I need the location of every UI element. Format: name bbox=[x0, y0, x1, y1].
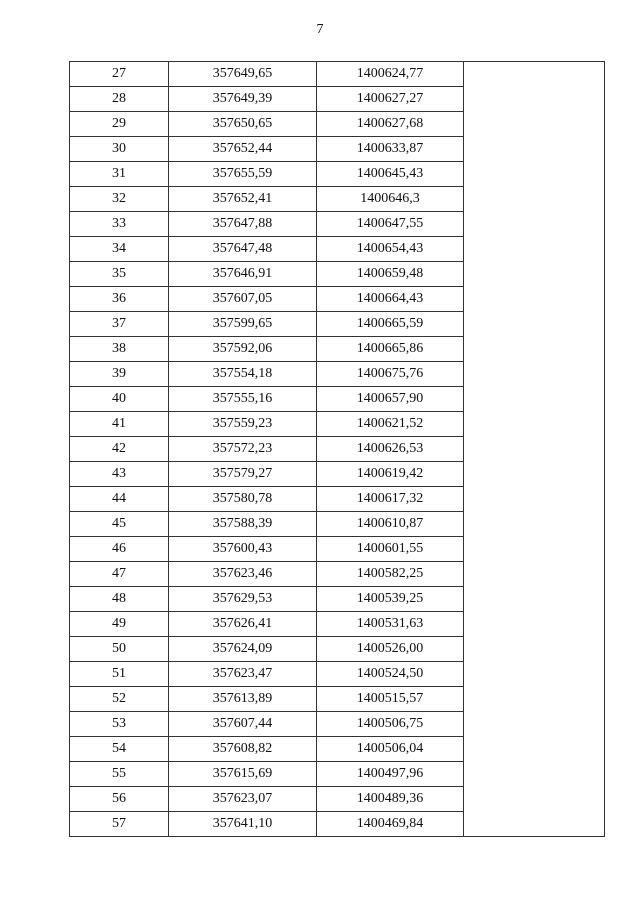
x-coordinate-cell: 357592,06 bbox=[169, 337, 317, 362]
x-coordinate-cell: 357554,18 bbox=[169, 362, 317, 387]
x-coordinate-cell: 357607,44 bbox=[169, 712, 317, 737]
x-coordinate-cell: 357623,47 bbox=[169, 662, 317, 687]
y-coordinate-cell: 1400489,36 bbox=[317, 787, 464, 812]
x-coordinate-cell: 357623,07 bbox=[169, 787, 317, 812]
x-coordinate-cell: 357649,39 bbox=[169, 87, 317, 112]
y-coordinate-cell: 1400617,32 bbox=[317, 487, 464, 512]
point-number-cell: 46 bbox=[70, 537, 169, 562]
x-coordinate-cell: 357641,10 bbox=[169, 812, 317, 837]
x-coordinate-cell: 357650,65 bbox=[169, 112, 317, 137]
point-number-cell: 38 bbox=[70, 337, 169, 362]
point-number-cell: 35 bbox=[70, 262, 169, 287]
y-coordinate-cell: 1400627,27 bbox=[317, 87, 464, 112]
point-number-cell: 36 bbox=[70, 287, 169, 312]
y-coordinate-cell: 1400675,76 bbox=[317, 362, 464, 387]
y-coordinate-cell: 1400610,87 bbox=[317, 512, 464, 537]
x-coordinate-cell: 357615,69 bbox=[169, 762, 317, 787]
point-number-cell: 49 bbox=[70, 612, 169, 637]
x-coordinate-cell: 357624,09 bbox=[169, 637, 317, 662]
y-coordinate-cell: 1400601,55 bbox=[317, 537, 464, 562]
y-coordinate-cell: 1400619,42 bbox=[317, 462, 464, 487]
point-number-cell: 51 bbox=[70, 662, 169, 687]
x-coordinate-cell: 357555,16 bbox=[169, 387, 317, 412]
y-coordinate-cell: 1400646,3 bbox=[317, 187, 464, 212]
x-coordinate-cell: 357647,48 bbox=[169, 237, 317, 262]
point-number-cell: 47 bbox=[70, 562, 169, 587]
y-coordinate-cell: 1400664,43 bbox=[317, 287, 464, 312]
y-coordinate-cell: 1400665,86 bbox=[317, 337, 464, 362]
point-number-cell: 50 bbox=[70, 637, 169, 662]
point-number-cell: 30 bbox=[70, 137, 169, 162]
y-coordinate-cell: 1400645,43 bbox=[317, 162, 464, 187]
x-coordinate-cell: 357608,82 bbox=[169, 737, 317, 762]
point-number-cell: 42 bbox=[70, 437, 169, 462]
point-number-cell: 40 bbox=[70, 387, 169, 412]
y-coordinate-cell: 1400469,84 bbox=[317, 812, 464, 837]
y-coordinate-cell: 1400539,25 bbox=[317, 587, 464, 612]
y-coordinate-cell: 1400621,52 bbox=[317, 412, 464, 437]
page-number: 7 bbox=[316, 22, 324, 37]
x-coordinate-cell: 357646,91 bbox=[169, 262, 317, 287]
x-coordinate-cell: 357655,59 bbox=[169, 162, 317, 187]
point-number-cell: 52 bbox=[70, 687, 169, 712]
point-number-cell: 53 bbox=[70, 712, 169, 737]
coordinates-table-body bbox=[70, 62, 605, 837]
point-number-cell: 57 bbox=[70, 812, 169, 837]
point-number-cell: 43 bbox=[70, 462, 169, 487]
x-coordinate-cell: 357580,78 bbox=[169, 487, 317, 512]
point-number-cell: 39 bbox=[70, 362, 169, 387]
y-coordinate-cell: 1400524,50 bbox=[317, 662, 464, 687]
point-number-cell: 54 bbox=[70, 737, 169, 762]
y-coordinate-cell: 1400624,77 bbox=[317, 62, 464, 87]
y-coordinate-cell: 1400506,04 bbox=[317, 737, 464, 762]
y-coordinate-cell: 1400526,00 bbox=[317, 637, 464, 662]
y-coordinate-cell: 1400659,48 bbox=[317, 262, 464, 287]
point-number-cell: 55 bbox=[70, 762, 169, 787]
point-number-cell: 31 bbox=[70, 162, 169, 187]
point-number-cell: 28 bbox=[70, 87, 169, 112]
point-number-cell: 44 bbox=[70, 487, 169, 512]
x-coordinate-cell: 357623,46 bbox=[169, 562, 317, 587]
y-coordinate-cell: 1400515,57 bbox=[317, 687, 464, 712]
y-coordinate-cell: 1400657,90 bbox=[317, 387, 464, 412]
y-coordinate-cell: 1400633,87 bbox=[317, 137, 464, 162]
x-coordinate-cell: 357600,43 bbox=[169, 537, 317, 562]
y-coordinate-cell: 1400582,25 bbox=[317, 562, 464, 587]
point-number-cell: 41 bbox=[70, 412, 169, 437]
y-coordinate-cell: 1400647,55 bbox=[317, 212, 464, 237]
x-coordinate-cell: 357572,23 bbox=[169, 437, 317, 462]
y-coordinate-cell: 1400665,59 bbox=[317, 312, 464, 337]
y-coordinate-cell: 1400626,53 bbox=[317, 437, 464, 462]
x-coordinate-cell: 357613,89 bbox=[169, 687, 317, 712]
y-coordinate-cell: 1400654,43 bbox=[317, 237, 464, 262]
point-number-cell: 32 bbox=[70, 187, 169, 212]
x-coordinate-cell: 357588,39 bbox=[169, 512, 317, 537]
point-number-cell: 27 bbox=[70, 62, 169, 87]
x-coordinate-cell: 357647,88 bbox=[169, 212, 317, 237]
x-coordinate-cell: 357626,41 bbox=[169, 612, 317, 637]
table-row bbox=[70, 62, 605, 87]
y-coordinate-cell: 1400506,75 bbox=[317, 712, 464, 737]
empty-column-cell bbox=[464, 62, 605, 837]
point-number-cell: 29 bbox=[70, 112, 169, 137]
x-coordinate-cell: 357579,27 bbox=[169, 462, 317, 487]
x-coordinate-cell: 357649,65 bbox=[169, 62, 317, 87]
x-coordinate-cell: 357652,44 bbox=[169, 137, 317, 162]
x-coordinate-cell: 357652,41 bbox=[169, 187, 317, 212]
coordinates-table bbox=[69, 61, 605, 837]
x-coordinate-cell: 357607,05 bbox=[169, 287, 317, 312]
point-number-cell: 37 bbox=[70, 312, 169, 337]
x-coordinate-cell: 357599,65 bbox=[169, 312, 317, 337]
point-number-cell: 33 bbox=[70, 212, 169, 237]
point-number-cell: 34 bbox=[70, 237, 169, 262]
y-coordinate-cell: 1400627,68 bbox=[317, 112, 464, 137]
point-number-cell: 48 bbox=[70, 587, 169, 612]
y-coordinate-cell: 1400531,63 bbox=[317, 612, 464, 637]
point-number-cell: 56 bbox=[70, 787, 169, 812]
x-coordinate-cell: 357629,53 bbox=[169, 587, 317, 612]
point-number-cell: 45 bbox=[70, 512, 169, 537]
x-coordinate-cell: 357559,23 bbox=[169, 412, 317, 437]
y-coordinate-cell: 1400497,96 bbox=[317, 762, 464, 787]
